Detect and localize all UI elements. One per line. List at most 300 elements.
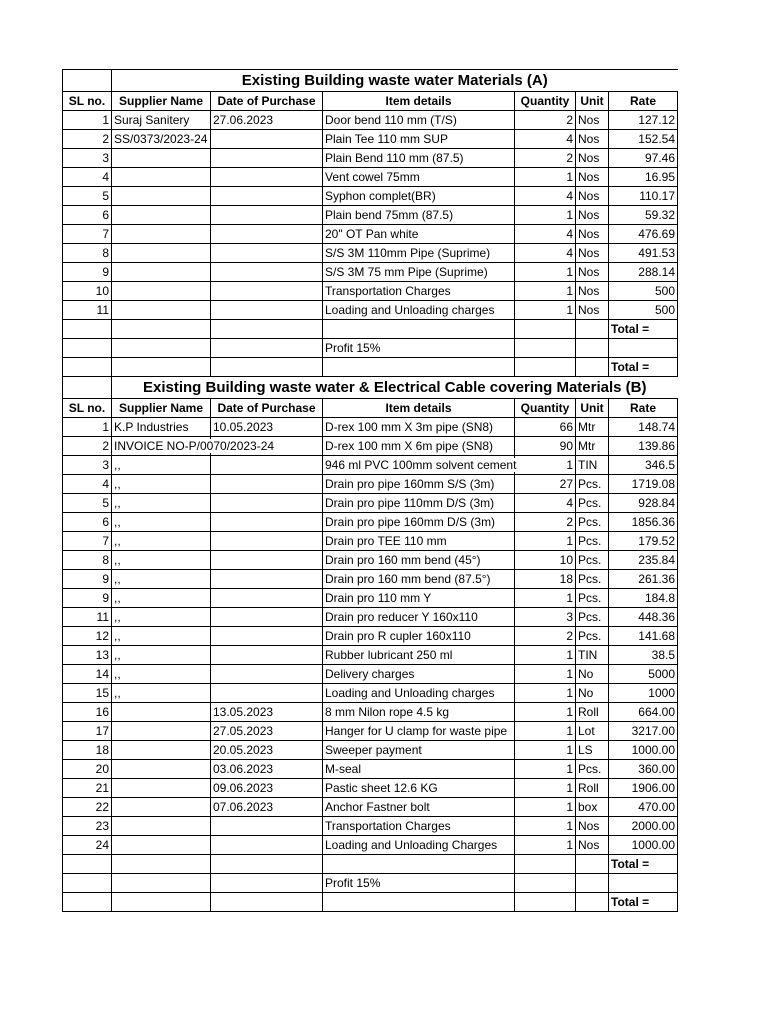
table-cell: Lot — [576, 722, 609, 741]
table-cell: 141.68 — [609, 627, 678, 646]
total-row — [63, 320, 678, 339]
table-cell: 1 — [515, 779, 576, 798]
table-cell — [211, 646, 323, 665]
table-cell — [323, 301, 515, 320]
table-cell: Roll — [576, 779, 609, 798]
cell-text: ,, — [114, 629, 121, 643]
cell-text: Transportation Charges — [325, 284, 451, 298]
table-cell: Nos — [576, 168, 609, 187]
table-row — [63, 437, 678, 456]
table-cell: 07.06.2023 — [211, 798, 323, 817]
table-cell: 500 — [609, 301, 678, 320]
table-cell — [211, 475, 323, 494]
table-cell — [323, 244, 515, 263]
table-cell: 4 — [515, 244, 576, 263]
cell-text: Drain pro pipe 160mm S/S (3m) — [325, 477, 495, 491]
table-cell: 1 — [515, 684, 576, 703]
table-cell — [112, 225, 211, 244]
table-row — [63, 760, 678, 779]
table-cell — [323, 149, 515, 168]
table-cell — [323, 551, 515, 570]
table-cell: 1 — [515, 817, 576, 836]
total-label: Total = — [609, 893, 678, 912]
table-cell — [323, 646, 515, 665]
column-header: Date of Purchase — [211, 92, 323, 111]
table-cell — [112, 608, 211, 627]
cell-text: ,, — [114, 515, 121, 529]
table-cell: 2 — [515, 513, 576, 532]
table-cell — [323, 418, 515, 437]
grand-total-row — [63, 358, 678, 377]
table-cell — [112, 494, 211, 513]
table-cell: 18 — [515, 570, 576, 589]
cell-text: Plain Tee 110 mm SUP — [325, 132, 448, 146]
table-row — [63, 608, 678, 627]
cell-text: ,, — [114, 458, 121, 472]
table-cell — [323, 282, 515, 301]
table-cell — [211, 684, 323, 703]
cell-text: ,, — [114, 477, 121, 491]
table-cell: 1906.00 — [609, 779, 678, 798]
table-cell: Pcs. — [576, 760, 609, 779]
table-cell — [112, 456, 211, 475]
table-cell — [323, 836, 515, 855]
table-cell: 3217.00 — [609, 722, 678, 741]
table-cell: 1 — [63, 111, 112, 130]
table-cell — [211, 206, 323, 225]
table-cell — [323, 206, 515, 225]
table-cell — [323, 665, 515, 684]
table-row — [63, 149, 678, 168]
table-row — [63, 263, 678, 282]
table-cell: 4 — [63, 475, 112, 494]
table-cell — [211, 589, 323, 608]
table-cell — [112, 665, 211, 684]
table-row — [63, 646, 678, 665]
table-cell: Roll — [576, 703, 609, 722]
table-cell: 2 — [515, 149, 576, 168]
table-cell: Mtr — [576, 437, 609, 456]
table-cell: 4 — [515, 494, 576, 513]
table-cell: Pcs. — [576, 494, 609, 513]
table-row — [63, 627, 678, 646]
table-cell: 2 — [515, 111, 576, 130]
table-cell — [112, 301, 211, 320]
table-cell: 15 — [63, 684, 112, 703]
table-cell: 90 — [515, 437, 576, 456]
table-cell: 2 — [63, 437, 112, 456]
table-cell: 1000.00 — [609, 741, 678, 760]
cell-text: Drain pro reducer Y 160x110 — [325, 610, 478, 624]
table-cell: 16.95 — [609, 168, 678, 187]
cell-text: Drain pro TEE 110 mm — [325, 534, 447, 548]
table-row — [63, 836, 678, 855]
cell-text: Drain pro 160 mm bend (87.5°) — [325, 572, 491, 586]
table-cell — [112, 532, 211, 551]
table-cell — [112, 149, 211, 168]
table-cell: 1 — [515, 301, 576, 320]
table-cell: 17 — [63, 722, 112, 741]
table-cell — [211, 627, 323, 646]
table-cell: 9 — [63, 263, 112, 282]
table-cell: 11 — [63, 608, 112, 627]
table-cell: Pcs. — [576, 589, 609, 608]
profit-row — [63, 874, 678, 893]
table-row — [63, 225, 678, 244]
table-cell: 9 — [63, 589, 112, 608]
table-cell — [323, 779, 515, 798]
table-cell — [211, 149, 323, 168]
table-cell: Nos — [576, 206, 609, 225]
table-cell: 1 — [515, 741, 576, 760]
table-cell — [323, 741, 515, 760]
table-cell: 66 — [515, 418, 576, 437]
table-cell: 1000 — [609, 684, 678, 703]
total-label: Total = — [609, 358, 678, 377]
table-cell — [211, 130, 323, 149]
table-cell: 59.32 — [609, 206, 678, 225]
table-cell — [323, 475, 515, 494]
profit-row — [63, 339, 678, 358]
table-row — [63, 494, 678, 513]
cell-text: Loading and Unloading Charges — [325, 838, 498, 852]
table-cell: 261.36 — [609, 570, 678, 589]
table-cell: 1 — [515, 836, 576, 855]
table-cell: 1856.36 — [609, 513, 678, 532]
table-cell — [112, 551, 211, 570]
table-row — [63, 206, 678, 225]
table-cell: 1 — [515, 263, 576, 282]
table-cell — [323, 608, 515, 627]
table-cell: 148.74 — [609, 418, 678, 437]
table-cell: 9 — [63, 570, 112, 589]
table-cell: 8 — [63, 244, 112, 263]
cell-text: ,, — [114, 553, 121, 567]
profit-label: Profit 15% — [323, 339, 515, 358]
cell-text: ,, — [114, 496, 121, 510]
table-row — [63, 418, 678, 437]
table-cell: 1 — [515, 168, 576, 187]
table-cell — [323, 130, 515, 149]
table-cell: 664.00 — [609, 703, 678, 722]
table-cell: Nos — [576, 149, 609, 168]
table-cell: 27.06.2023 — [211, 111, 323, 130]
cell-text: Drain pro pipe 110mm D/S (3m) — [325, 496, 495, 510]
cell-text: Loading and Unloading charges — [325, 686, 495, 700]
column-header: Quantity — [515, 399, 576, 418]
column-header: Unit — [576, 92, 609, 111]
table-cell: Pcs. — [576, 627, 609, 646]
table-cell — [323, 513, 515, 532]
cell-text: ,, — [114, 591, 121, 605]
cell-text: Sweeper payment — [325, 743, 422, 757]
table-cell: Nos — [576, 225, 609, 244]
table-cell — [211, 513, 323, 532]
table-cell — [211, 494, 323, 513]
cell-text: S/S 3M 110mm Pipe (Suprime) — [325, 246, 491, 260]
table-cell: Nos — [576, 836, 609, 855]
table-cell — [211, 608, 323, 627]
table-cell: 10.05.2023 — [211, 418, 323, 437]
table-cell — [211, 301, 323, 320]
table-row — [63, 741, 678, 760]
table-cell — [323, 722, 515, 741]
table-row — [63, 111, 678, 130]
column-header: Supplier Name — [112, 399, 211, 418]
table-cell — [323, 589, 515, 608]
table-cell: 22 — [63, 798, 112, 817]
table-cell — [211, 817, 323, 836]
table-cell: 127.12 — [609, 111, 678, 130]
table-cell: Pcs. — [576, 532, 609, 551]
table-cell: 1 — [515, 532, 576, 551]
table-cell: 13 — [63, 646, 112, 665]
table-cell — [323, 798, 515, 817]
table-cell: 27 — [515, 475, 576, 494]
cell-text: ,, — [114, 686, 121, 700]
column-header: Date of Purchase — [211, 399, 323, 418]
table-cell: 928.84 — [609, 494, 678, 513]
table-row — [63, 551, 678, 570]
table-row — [63, 187, 678, 206]
table-cell: 16 — [63, 703, 112, 722]
table-cell — [112, 475, 211, 494]
table-cell: 14 — [63, 665, 112, 684]
table-cell: 10 — [515, 551, 576, 570]
table-cell: Nos — [576, 130, 609, 149]
table-cell — [112, 684, 211, 703]
grand-total-row — [63, 893, 678, 912]
table-cell: Mtr — [576, 418, 609, 437]
table-cell — [323, 627, 515, 646]
table-cell — [211, 665, 323, 684]
table-cell — [211, 551, 323, 570]
table-cell — [323, 703, 515, 722]
table-cell: 27.05.2023 — [211, 722, 323, 741]
table-cell: 184.8 — [609, 589, 678, 608]
table-cell: 97.46 — [609, 149, 678, 168]
table-row — [63, 301, 678, 320]
table-cell — [112, 282, 211, 301]
table-cell: 1 — [515, 722, 576, 741]
table-cell: 5000 — [609, 665, 678, 684]
table-row — [63, 532, 678, 551]
table-cell: Nos — [576, 263, 609, 282]
table-cell: 6 — [63, 513, 112, 532]
table-cell — [211, 282, 323, 301]
cell-text: Hanger for U clamp for waste pipe — [325, 724, 508, 738]
cell-text: K.P Industries — [114, 420, 189, 434]
table-cell: Nos — [576, 817, 609, 836]
table-cell: 152.54 — [609, 130, 678, 149]
table-cell: 1 — [515, 589, 576, 608]
table-cell — [323, 570, 515, 589]
table-cell — [112, 836, 211, 855]
table-row — [63, 168, 678, 187]
table-cell: 3 — [515, 608, 576, 627]
section-title-row — [63, 70, 678, 92]
table-cell — [323, 111, 515, 130]
table-cell: box — [576, 798, 609, 817]
table-cell: 21 — [63, 779, 112, 798]
table-cell — [112, 244, 211, 263]
cell-text: Plain Bend 110 mm (87.5) — [325, 151, 464, 165]
table-row — [63, 130, 678, 149]
table-cell — [112, 130, 211, 149]
table-row — [63, 798, 678, 817]
table-cell: 470.00 — [609, 798, 678, 817]
column-header: Rate — [609, 92, 678, 111]
cell-text: Syphon complet(BR) — [325, 189, 436, 203]
table-cell: No — [576, 665, 609, 684]
section-title: Existing Building waste water & Electrical Cable covering Materials (B) — [112, 377, 678, 399]
table-cell: 1 — [515, 282, 576, 301]
table-cell: 18 — [63, 741, 112, 760]
table-row — [63, 570, 678, 589]
cell-text: Plain bend 75mm (87.5) — [325, 208, 454, 222]
table-cell — [323, 684, 515, 703]
table-cell — [323, 263, 515, 282]
cell-text: ,, — [114, 534, 121, 548]
table-cell: 1 — [515, 760, 576, 779]
cell-text: Drain pro 110 mm Y — [325, 591, 432, 605]
table-cell: 360.00 — [609, 760, 678, 779]
table-cell: 4 — [515, 225, 576, 244]
table-row — [63, 779, 678, 798]
cell-text: Suraj Sanitery — [114, 113, 190, 127]
column-header: Quantity — [515, 92, 576, 111]
table-cell — [211, 570, 323, 589]
cell-text: M-seal — [325, 762, 362, 776]
cell-text: Loading and Unloading charges — [325, 303, 495, 317]
table-cell — [211, 244, 323, 263]
table-row — [63, 817, 678, 836]
table-cell: 179.52 — [609, 532, 678, 551]
table-row — [63, 244, 678, 263]
cell-text: S/S 3M 75 mm Pipe (Suprime) — [325, 265, 488, 279]
column-header: Rate — [609, 399, 678, 418]
table-cell — [323, 168, 515, 187]
table-cell: 38.5 — [609, 646, 678, 665]
table-cell: Pcs. — [576, 570, 609, 589]
table-cell — [112, 570, 211, 589]
total-row — [63, 855, 678, 874]
table-cell: 491.53 — [609, 244, 678, 263]
table-row — [63, 589, 678, 608]
cell-text: ,, — [114, 610, 121, 624]
table-cell: Pcs. — [576, 513, 609, 532]
table-cell: 235.84 — [609, 551, 678, 570]
table-cell — [112, 187, 211, 206]
table-cell: 6 — [63, 206, 112, 225]
total-label: Total = — [609, 320, 678, 339]
table-row — [63, 282, 678, 301]
column-header: Supplier Name — [112, 92, 211, 111]
table-cell — [323, 760, 515, 779]
table-cell: 500 — [609, 282, 678, 301]
table-cell: 7 — [63, 532, 112, 551]
table-cell — [323, 456, 515, 475]
table-cell — [323, 532, 515, 551]
table-cell: 346.5 — [609, 456, 678, 475]
table-cell — [112, 263, 211, 282]
table-cell: 23 — [63, 817, 112, 836]
table-cell — [211, 836, 323, 855]
table-cell: 12 — [63, 627, 112, 646]
table-cell — [112, 589, 211, 608]
table-row — [63, 475, 678, 494]
table-cell: TIN — [576, 456, 609, 475]
table-cell: 1 — [515, 456, 576, 475]
table-cell: 448.36 — [609, 608, 678, 627]
cell-text: SS/0373/2023-24 — [114, 132, 208, 146]
table-cell: Nos — [576, 111, 609, 130]
table-cell — [112, 513, 211, 532]
cell-text: Transportation Charges — [325, 819, 451, 833]
table-cell — [112, 418, 211, 437]
table-cell: 24 — [63, 836, 112, 855]
table-cell — [211, 225, 323, 244]
table-cell: 3 — [63, 456, 112, 475]
table-cell — [112, 168, 211, 187]
table-cell: No — [576, 684, 609, 703]
cell-text: INVOICE NO-P/0070/2023-24 — [114, 439, 275, 453]
cell-text: ,, — [114, 572, 121, 586]
table-cell: 3 — [63, 149, 112, 168]
table-cell: 5 — [63, 494, 112, 513]
table-cell: 10 — [63, 282, 112, 301]
table-cell: 1 — [515, 798, 576, 817]
table-cell: Pcs. — [576, 608, 609, 627]
table-cell: 13.05.2023 — [211, 703, 323, 722]
table-row — [63, 703, 678, 722]
table-cell — [112, 741, 211, 760]
cell-text: Drain pro pipe 160mm D/S (3m) — [325, 515, 496, 529]
table-row — [63, 722, 678, 741]
column-header: SL no. — [63, 92, 112, 111]
table-cell: 1 — [63, 418, 112, 437]
column-header: Item details — [323, 92, 515, 111]
table-cell: Nos — [576, 244, 609, 263]
column-header: Item details — [323, 399, 515, 418]
cell-text: 20" OT Pan white — [325, 227, 419, 241]
table-cell: 110.17 — [609, 187, 678, 206]
table-cell — [211, 168, 323, 187]
cell-text: Vent cowel 75mm — [325, 170, 420, 184]
table-cell — [112, 437, 275, 456]
table-cell: 288.14 — [609, 263, 678, 282]
cell-text: Pastic sheet 12.6 KG — [325, 781, 438, 795]
table-cell: 1719.08 — [609, 475, 678, 494]
table-cell: Nos — [576, 301, 609, 320]
table-cell — [112, 760, 211, 779]
table-cell: 2 — [63, 130, 112, 149]
cell-text: Drain pro R cupler 160x110 — [325, 629, 471, 643]
cell-text: 8 mm Nilon rope 4.5 kg — [325, 705, 450, 719]
table-cell — [112, 206, 211, 225]
table-cell — [112, 722, 211, 741]
table-cell — [112, 817, 211, 836]
column-header: Unit — [576, 399, 609, 418]
table-cell — [112, 646, 211, 665]
table-cell: 1 — [515, 206, 576, 225]
table-cell — [112, 798, 211, 817]
table-cell: 20 — [63, 760, 112, 779]
table-cell: Pcs. — [576, 475, 609, 494]
table-cell — [211, 187, 323, 206]
cell-text: 946 ml PVC 100mm solvent cement — [325, 458, 517, 472]
column-header: SL no. — [63, 399, 112, 418]
